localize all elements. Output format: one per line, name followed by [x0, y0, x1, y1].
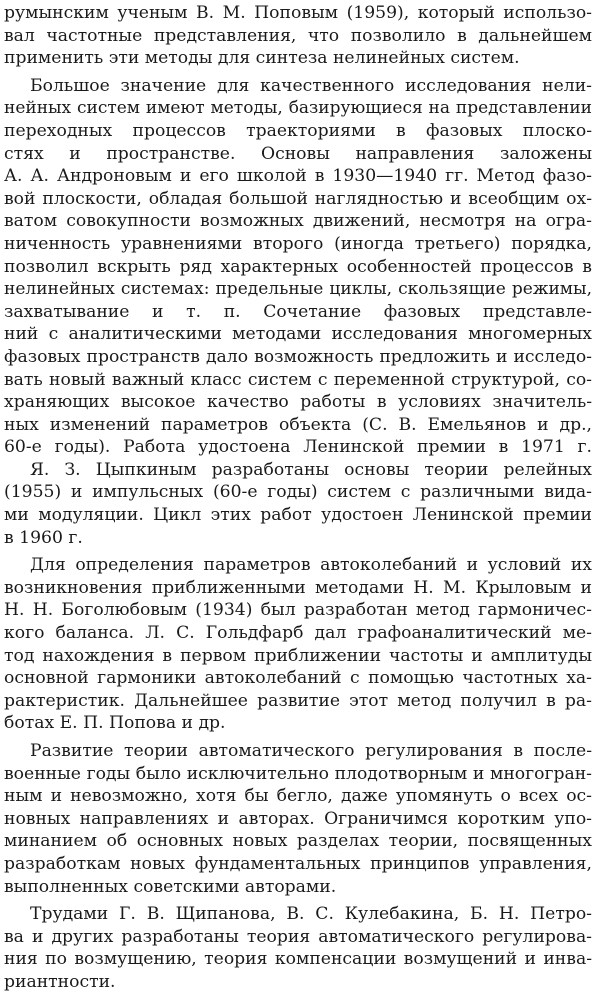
- text-line: вать новый важный класс систем с переменной структурой, со-: [4, 369, 592, 390]
- text-line: риантности.: [4, 971, 116, 992]
- text-line: румынским ученым В. М. Поповым (1959), который использо-: [4, 3, 592, 23]
- text-line: фазовых пространств дало возможность предложить и исследо-: [4, 346, 592, 367]
- text-line: военные годы было исключительно плодотворным и многогран-: [4, 763, 592, 784]
- text-line: ботах Е. П. Попова и др.: [4, 713, 226, 734]
- paragraph-3: [4, 554, 592, 735]
- text-line: Развитие теории автоматического регулирования в после-: [30, 741, 592, 761]
- text-line: минанием об основных новых разделах теории, посвященных: [4, 831, 592, 852]
- text-line: захватывание и т. п. Сочетание фазовых представле-: [4, 301, 592, 322]
- text-line: ми модуляции. Цикл этих работ удостоен Ленинской премии: [4, 505, 592, 526]
- text-line: Большое значение для качественного исследования нели-: [30, 75, 592, 96]
- text-line: ва и других разработаны теория автоматического регулирова-: [4, 926, 592, 947]
- text-line: переходных процессов траекториями в фазовых плоско-: [4, 120, 592, 141]
- text-line: выполненных советскими авторами.: [4, 876, 337, 897]
- text-line: ватом совокупности возможных движений, несмотря на огра-: [4, 211, 592, 232]
- text-line: Трудами Г. В. Щипанова, В. С. Кулебакина, Б. Н. Петро-: [30, 904, 592, 925]
- text-line: позволил вскрыть ряд характерных особенностей процессов в: [4, 256, 592, 277]
- text-line: Для определения параметров автоколебаний и условий их: [30, 555, 592, 576]
- text-line: (1955) и импульсных (60-е годы) систем с различными вида-: [4, 482, 592, 503]
- text-line: возникновения приближенными методами Н. М. Крыловым и: [4, 577, 592, 598]
- text-line: разработкам новых фундаментальных принципов управления,: [4, 853, 592, 874]
- paragraph-2: [4, 75, 592, 549]
- text-line: в 1960 г.: [4, 527, 83, 548]
- text-line: кого баланса. Л. С. Гольдфарб дал графоаналитический ме-: [4, 623, 592, 644]
- text-line: А. А. Андроновым и его школой в 1930—1940 гг. Метод фазо-: [4, 166, 592, 187]
- text-line: вал частотные представления, что позволило в дальнейшем: [4, 25, 592, 46]
- text-line: применить эти методы для синтеза нелинейных систем.: [4, 48, 520, 69]
- text-line: ных изменений параметров объекта (С. В. Емельянов и др.,: [4, 414, 592, 435]
- text-line: основной гармоники автоколебаний с помощью частотных ха-: [4, 668, 592, 689]
- text-line: ния по возмущению, теория компенсации возмущений и инва-: [4, 949, 592, 970]
- paragraph-4: [4, 740, 592, 898]
- text-line: нелинейных системах: предельные циклы, скользящие режимы,: [4, 279, 592, 300]
- text-line: храняющих высокое качество работы в условиях значитель-: [4, 392, 592, 413]
- text-line: ным и невозможно, хотя бы бегло, даже упомянуть о всех ос-: [4, 786, 592, 807]
- paragraph-5: [4, 903, 592, 993]
- text-line: стях и пространстве. Основы направления заложены: [4, 143, 592, 164]
- text-line: Я. З. Цыпкиным разработаны основы теории релейных: [30, 459, 592, 480]
- text-line: вой плоскости, обладая большой наглядностью и всеобщим ох-: [4, 188, 592, 209]
- text-line: ний с аналитическими методами исследования многомерных: [4, 324, 592, 345]
- text-line: ниченность уравнениями второго (иногда третьего) порядка,: [4, 233, 592, 254]
- paragraph-1: [4, 2, 592, 70]
- text-line: тод нахождения в первом приближении частоты и амплитуды: [4, 645, 592, 666]
- text-line: нейных систем имеют методы, базирующиеся на представлении: [4, 98, 592, 119]
- text-line: 60-е годы). Работа удостоена Ленинской премии в 1971 г.: [4, 437, 592, 458]
- document-page: [4, 2, 592, 992]
- text-line: рактеристик. Дальнейшее развитие этот метод получил в ра-: [4, 690, 592, 711]
- text-line: Н. Н. Боголюбовым (1934) был разработан метод гармоничес-: [4, 600, 592, 621]
- text-line: новных направлениях и авторах. Ограничимся коротким упо-: [4, 808, 592, 829]
